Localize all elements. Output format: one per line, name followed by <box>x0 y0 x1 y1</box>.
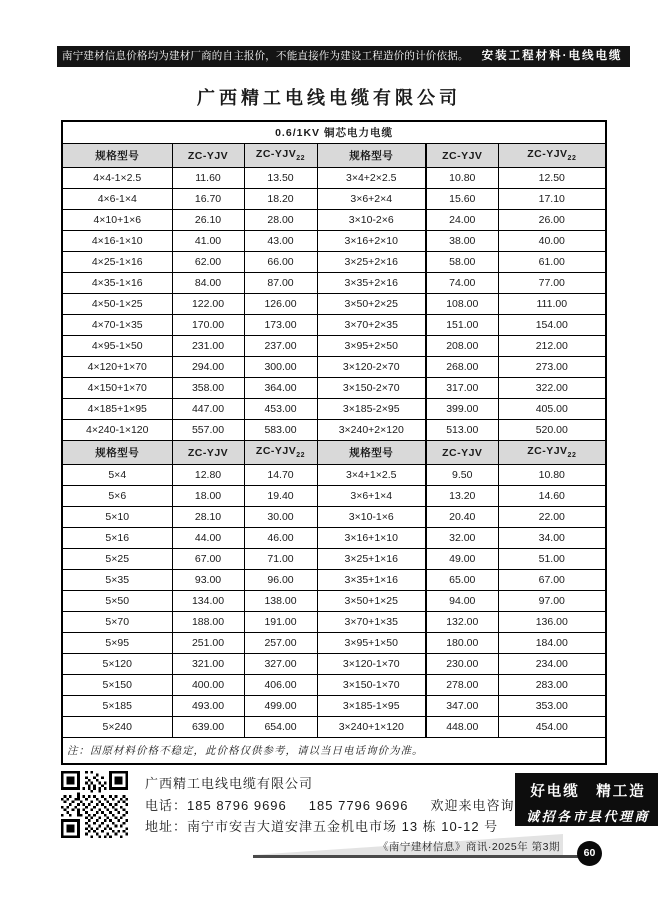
spec-cell: 5×10 <box>62 507 172 528</box>
price-cell: 96.00 <box>244 570 317 591</box>
phone-number-2: 185 7796 9696 <box>308 797 409 813</box>
price-cell: 406.00 <box>244 675 317 696</box>
price-cell: 18.00 <box>172 486 244 507</box>
price-cell: 654.00 <box>244 717 317 738</box>
table-row <box>62 486 606 507</box>
price-cell: 170.00 <box>172 315 244 336</box>
price-cell: 74.00 <box>426 273 498 294</box>
price-cell: 583.00 <box>244 420 317 441</box>
welcome-text: 欢迎来电咨询 <box>430 797 515 813</box>
column-header: ZC-YJV <box>172 441 244 465</box>
price-cell: 126.00 <box>244 294 317 315</box>
spec-cell: 5×95 <box>62 633 172 654</box>
table-row <box>62 294 606 315</box>
price-cell: 93.00 <box>172 570 244 591</box>
price-cell: 15.60 <box>426 189 498 210</box>
table-row <box>62 231 606 252</box>
price-cell: 520.00 <box>498 420 606 441</box>
spec-cell: 5×240 <box>62 717 172 738</box>
phone-line <box>145 795 515 817</box>
promo-box <box>515 773 658 826</box>
table-row <box>62 252 606 273</box>
price-cell: 87.00 <box>244 273 317 294</box>
spec-cell: 3×4+2×2.5 <box>317 168 426 189</box>
page-title: 广西精工电线电缆有限公司 <box>197 88 461 108</box>
price-cell: 19.40 <box>244 486 317 507</box>
column-header: $ZC-YJV_{22}$ <box>244 144 317 168</box>
spec-cell: 4×10+1×6 <box>62 210 172 231</box>
spec-cell: 4×25-1×16 <box>62 252 172 273</box>
price-cell: 16.70 <box>172 189 244 210</box>
price-cell: 358.00 <box>172 378 244 399</box>
footer-rule <box>253 855 587 858</box>
company-name: 广西精工电线电缆有限公司 <box>145 776 314 791</box>
spec-cell: 3×25+2×16 <box>317 252 426 273</box>
price-cell: 134.00 <box>172 591 244 612</box>
spec-cell: 4×120+1×70 <box>62 357 172 378</box>
spec-cell: 4×35-1×16 <box>62 273 172 294</box>
price-cell: 13.50 <box>244 168 317 189</box>
price-cell: 71.00 <box>244 549 317 570</box>
spec-cell: 3×35+2×16 <box>317 273 426 294</box>
price-cell: 208.00 <box>426 336 498 357</box>
price-cell: 58.00 <box>426 252 498 273</box>
spec-cell: 3×70+1×35 <box>317 612 426 633</box>
table-row <box>62 465 606 486</box>
table-header-row <box>62 441 606 465</box>
column-header: 规格型号 <box>62 441 172 465</box>
price-cell: 14.70 <box>244 465 317 486</box>
spec-cell: 4×185+1×95 <box>62 399 172 420</box>
table-row <box>62 378 606 399</box>
table-row <box>62 570 606 591</box>
spec-cell: 5×120 <box>62 654 172 675</box>
spec-cell: 5×150 <box>62 675 172 696</box>
spec-cell: 3×10-2×6 <box>317 210 426 231</box>
price-cell: 138.00 <box>244 591 317 612</box>
column-header: ZC-YJV <box>426 144 498 168</box>
price-cell: 173.00 <box>244 315 317 336</box>
phone-label: 电话： <box>145 797 188 813</box>
price-cell: 234.00 <box>498 654 606 675</box>
spec-cell: 3×25+1×16 <box>317 549 426 570</box>
price-cell: 493.00 <box>172 696 244 717</box>
spec-cell: 3×240+1×120 <box>317 717 426 738</box>
price-cell: 28.00 <box>244 210 317 231</box>
price-cell: 34.00 <box>498 528 606 549</box>
column-header: $ZC-YJV_{22}$ <box>498 144 606 168</box>
spec-cell: 3×50+2×25 <box>317 294 426 315</box>
price-cell: 65.00 <box>426 570 498 591</box>
spec-cell: 3×120-1×70 <box>317 654 426 675</box>
table-row <box>62 633 606 654</box>
table-row <box>62 654 606 675</box>
price-cell: 188.00 <box>172 612 244 633</box>
price-cell: 10.80 <box>426 168 498 189</box>
price-cell: 67.00 <box>172 549 244 570</box>
price-cell: 84.00 <box>172 273 244 294</box>
price-cell: 12.50 <box>498 168 606 189</box>
price-cell: 66.00 <box>244 252 317 273</box>
spec-cell: 4×70-1×35 <box>62 315 172 336</box>
spec-cell: 3×6+2×4 <box>317 189 426 210</box>
footer-publication: 《南宁建材信息》商讯·2025年 第3期 <box>377 841 560 853</box>
price-cell: 353.00 <box>498 696 606 717</box>
price-cell: 14.60 <box>498 486 606 507</box>
price-cell: 20.40 <box>426 507 498 528</box>
table-row <box>62 612 606 633</box>
price-cell: 18.20 <box>244 189 317 210</box>
price-cell: 132.00 <box>426 612 498 633</box>
price-cell: 46.00 <box>244 528 317 549</box>
price-cell: 639.00 <box>172 717 244 738</box>
spec-cell: 5×35 <box>62 570 172 591</box>
price-cell: 231.00 <box>172 336 244 357</box>
column-header: ZC-YJV <box>172 144 244 168</box>
disclaimer-bar: 南宁建材信息价格均为建材厂商的自主报价，不能直接作为建设工程造价的计价依据。 <box>57 46 474 67</box>
price-cell: 40.00 <box>498 231 606 252</box>
price-cell: 317.00 <box>426 378 498 399</box>
spec-cell: 4×4-1×2.5 <box>62 168 172 189</box>
price-cell: 405.00 <box>498 399 606 420</box>
spec-cell: 4×150+1×70 <box>62 378 172 399</box>
price-cell: 12.80 <box>172 465 244 486</box>
price-cell: 151.00 <box>426 315 498 336</box>
price-cell: 10.80 <box>498 465 606 486</box>
spec-cell: 3×10-1×6 <box>317 507 426 528</box>
price-cell: 24.00 <box>426 210 498 231</box>
spec-cell: 3×185-2×95 <box>317 399 426 420</box>
spec-cell: 3×4+1×2.5 <box>317 465 426 486</box>
price-cell: 513.00 <box>426 420 498 441</box>
spec-cell: 5×4 <box>62 465 172 486</box>
table-title: 0.6/1KV 铜芯电力电缆 <box>62 121 606 144</box>
price-cell: 94.00 <box>426 591 498 612</box>
spec-cell: 5×6 <box>62 486 172 507</box>
price-cell: 62.00 <box>172 252 244 273</box>
price-cell: 557.00 <box>172 420 244 441</box>
price-cell: 237.00 <box>244 336 317 357</box>
price-cell: 364.00 <box>244 378 317 399</box>
spec-cell: 5×16 <box>62 528 172 549</box>
price-cell: 212.00 <box>498 336 606 357</box>
spec-cell: 3×150-2×70 <box>317 378 426 399</box>
table-row <box>62 528 606 549</box>
spec-cell: 3×50+1×25 <box>317 591 426 612</box>
price-cell: 9.50 <box>426 465 498 486</box>
promo-subline: 诚招各市县代理商 <box>526 810 651 825</box>
price-cell: 136.00 <box>498 612 606 633</box>
spec-cell: 3×95+2×50 <box>317 336 426 357</box>
column-header: $ZC-YJV_{22}$ <box>244 441 317 465</box>
price-cell: 184.00 <box>498 633 606 654</box>
price-cell: 322.00 <box>498 378 606 399</box>
column-header: 规格型号 <box>62 144 172 168</box>
column-header: ZC-YJV <box>426 441 498 465</box>
price-cell: 51.00 <box>498 549 606 570</box>
price-cell: 17.10 <box>498 189 606 210</box>
spec-cell: 5×50 <box>62 591 172 612</box>
price-cell: 61.00 <box>498 252 606 273</box>
price-cell: 67.00 <box>498 570 606 591</box>
price-cell: 283.00 <box>498 675 606 696</box>
price-cell: 499.00 <box>244 696 317 717</box>
price-cell: 44.00 <box>172 528 244 549</box>
table-title-row <box>62 121 606 144</box>
table-row <box>62 399 606 420</box>
column-header: 规格型号 <box>317 441 426 465</box>
table-row <box>62 696 606 717</box>
price-cell: 97.00 <box>498 591 606 612</box>
price-cell: 32.00 <box>426 528 498 549</box>
price-cell: 447.00 <box>172 399 244 420</box>
price-cell: 257.00 <box>244 633 317 654</box>
contact-info <box>145 771 515 838</box>
price-cell: 300.00 <box>244 357 317 378</box>
price-cell: 122.00 <box>172 294 244 315</box>
spec-cell: 3×150-1×70 <box>317 675 426 696</box>
spec-cell: 3×240+2×120 <box>317 420 426 441</box>
qr-code-icon <box>61 771 128 838</box>
spec-cell: 3×35+1×16 <box>317 570 426 591</box>
table-row <box>62 549 606 570</box>
promo-headline: 好电缆 精工造 <box>530 784 646 800</box>
price-cell: 49.00 <box>426 549 498 570</box>
price-cell: 454.00 <box>498 717 606 738</box>
table-header-row <box>62 144 606 168</box>
price-cell: 154.00 <box>498 315 606 336</box>
price-cell: 251.00 <box>172 633 244 654</box>
price-cell: 22.00 <box>498 507 606 528</box>
spec-cell: 3×16+1×10 <box>317 528 426 549</box>
price-cell: 191.00 <box>244 612 317 633</box>
price-cell: 347.00 <box>426 696 498 717</box>
spec-cell: 4×6-1×4 <box>62 189 172 210</box>
spec-cell: 4×240-1×120 <box>62 420 172 441</box>
spec-cell: 5×25 <box>62 549 172 570</box>
spec-cell: 3×70+2×35 <box>317 315 426 336</box>
table-row <box>62 336 606 357</box>
table-row <box>62 675 606 696</box>
table-row <box>62 420 606 441</box>
price-cell: 108.00 <box>426 294 498 315</box>
price-cell: 278.00 <box>426 675 498 696</box>
table-row <box>62 210 606 231</box>
price-cell: 448.00 <box>426 717 498 738</box>
table-row <box>62 273 606 294</box>
contact-section <box>61 771 651 838</box>
price-cell: 111.00 <box>498 294 606 315</box>
price-cell: 273.00 <box>498 357 606 378</box>
price-table <box>61 120 607 765</box>
table-row <box>62 189 606 210</box>
spec-cell: 4×95-1×50 <box>62 336 172 357</box>
column-header: $ZC-YJV_{22}$ <box>498 441 606 465</box>
table-row <box>62 168 606 189</box>
price-cell: 327.00 <box>244 654 317 675</box>
spec-cell: 5×185 <box>62 696 172 717</box>
price-cell: 399.00 <box>426 399 498 420</box>
table-note-row <box>62 738 606 765</box>
price-cell: 28.10 <box>172 507 244 528</box>
price-cell: 11.60 <box>172 168 244 189</box>
price-cell: 180.00 <box>426 633 498 654</box>
price-cell: 453.00 <box>244 399 317 420</box>
price-cell: 268.00 <box>426 357 498 378</box>
spec-cell: 3×16+2×10 <box>317 231 426 252</box>
phone-number-1: 185 8796 9696 <box>187 797 287 813</box>
price-cell: 400.00 <box>172 675 244 696</box>
column-header: 规格型号 <box>317 144 426 168</box>
price-cell: 30.00 <box>244 507 317 528</box>
table-row <box>62 507 606 528</box>
table-row <box>62 357 606 378</box>
top-bar <box>57 46 623 67</box>
spec-cell: 3×95+1×50 <box>317 633 426 654</box>
table-row <box>62 717 606 738</box>
price-cell: 294.00 <box>172 357 244 378</box>
table-note: 注：因原材料价格不稳定，此价格仅供参考，请以当日电话询价为准。 <box>62 738 606 765</box>
spec-cell: 3×185-1×95 <box>317 696 426 717</box>
spec-cell: 4×50-1×25 <box>62 294 172 315</box>
price-cell: 41.00 <box>172 231 244 252</box>
price-cell: 38.00 <box>426 231 498 252</box>
category-badge: 安装工程材料·电线电缆 <box>474 46 631 67</box>
page-number-badge: 60 <box>577 841 602 866</box>
spec-cell: 3×6+1×4 <box>317 486 426 507</box>
spec-cell: 5×70 <box>62 612 172 633</box>
price-cell: 13.20 <box>426 486 498 507</box>
spec-cell: 4×16-1×10 <box>62 231 172 252</box>
price-cell: 43.00 <box>244 231 317 252</box>
price-cell: 321.00 <box>172 654 244 675</box>
address-line: 地址：南宁市安吉大道安津五金机电市场 13 栋 10-12 号 <box>145 819 499 834</box>
table-row <box>62 315 606 336</box>
price-cell: 230.00 <box>426 654 498 675</box>
table-row <box>62 591 606 612</box>
spec-cell: 3×120-2×70 <box>317 357 426 378</box>
price-cell: 26.10 <box>172 210 244 231</box>
price-cell: 26.00 <box>498 210 606 231</box>
price-cell: 77.00 <box>498 273 606 294</box>
